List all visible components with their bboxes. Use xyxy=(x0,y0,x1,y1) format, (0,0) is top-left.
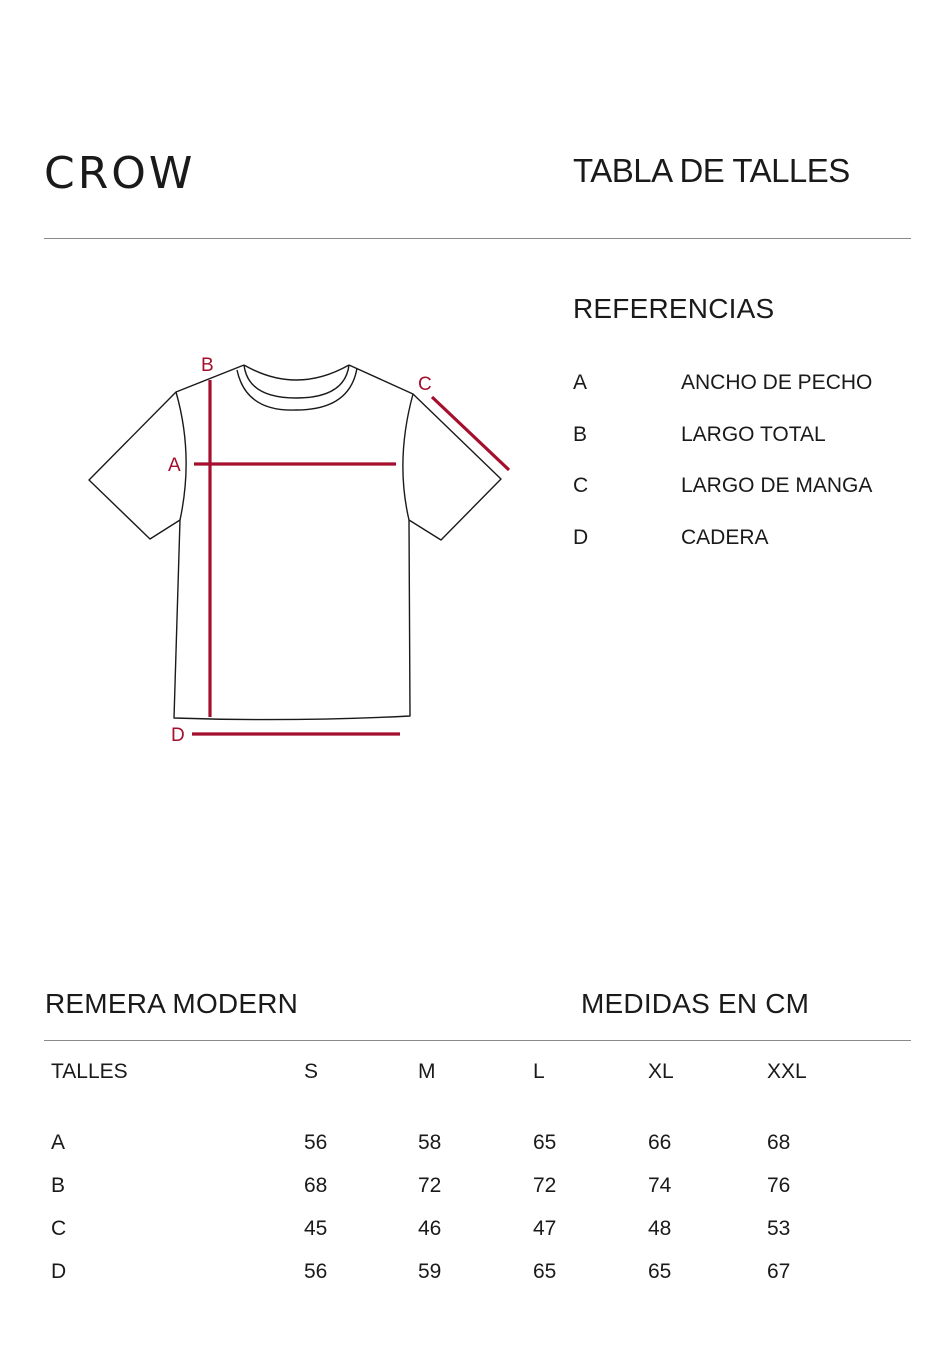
tshirt-diagram xyxy=(80,345,520,755)
table-cell: 72 xyxy=(533,1174,557,1197)
right-sleeve-seam xyxy=(403,394,413,520)
tshirt-body-outline xyxy=(89,365,501,720)
measure-label-c: C xyxy=(418,374,432,395)
measure-label-d: D xyxy=(171,725,185,746)
table-cell: 48 xyxy=(648,1217,672,1240)
table-divider xyxy=(44,1040,911,1041)
table-cell: 47 xyxy=(533,1217,557,1240)
tshirt-outline xyxy=(89,365,501,720)
table-cell: 68 xyxy=(304,1174,328,1197)
table-row xyxy=(44,1260,911,1303)
reference-label: LARGO DE MANGA xyxy=(681,474,873,497)
table-cell: 72 xyxy=(418,1174,442,1197)
brand-logo: CROW xyxy=(44,148,196,199)
row-label: B xyxy=(51,1174,66,1197)
table-cell: 65 xyxy=(533,1260,557,1283)
reference-key: B xyxy=(573,423,588,446)
row-label: D xyxy=(51,1260,67,1283)
reference-item xyxy=(573,371,903,401)
header-cell: S xyxy=(304,1060,319,1083)
measure-lines xyxy=(192,380,509,734)
reference-key: C xyxy=(573,474,589,497)
header-cell: XXL xyxy=(767,1060,807,1083)
reference-key: A xyxy=(573,371,588,394)
reference-item xyxy=(573,526,903,556)
units-note: MEDIDAS EN CM xyxy=(581,988,810,1019)
collar-outer xyxy=(244,365,349,380)
table-cell: 59 xyxy=(418,1260,442,1283)
product-name: REMERA MODERN xyxy=(45,988,299,1019)
table-cell: 46 xyxy=(418,1217,442,1240)
header-cell: M xyxy=(418,1060,436,1083)
table-row xyxy=(44,1131,911,1174)
measure-label-b: B xyxy=(201,355,214,376)
collar-mid xyxy=(237,368,357,410)
table-cell: 65 xyxy=(533,1131,557,1154)
measure-line-c xyxy=(432,397,509,470)
table-cell: 53 xyxy=(767,1217,791,1240)
table-header-row xyxy=(44,1060,911,1131)
reference-key: D xyxy=(573,526,589,549)
size-table xyxy=(44,1060,911,1303)
measure-label-a: A xyxy=(168,455,181,476)
header-cell: L xyxy=(533,1060,545,1083)
table-cell: 45 xyxy=(304,1217,328,1240)
table-cell: 65 xyxy=(648,1260,672,1283)
row-label: C xyxy=(51,1217,67,1240)
header-cell: XL xyxy=(648,1060,674,1083)
reference-label: LARGO TOTAL xyxy=(681,423,826,446)
table-row xyxy=(44,1217,911,1260)
table-cell: 68 xyxy=(767,1131,791,1154)
reference-label: ANCHO DE PECHO xyxy=(681,371,873,394)
table-cell: 74 xyxy=(648,1174,672,1197)
reference-item xyxy=(573,474,903,504)
page-title: TABLA DE TALLES xyxy=(573,152,850,189)
header-divider xyxy=(44,238,911,239)
row-label: A xyxy=(51,1131,66,1154)
table-cell: 67 xyxy=(767,1260,791,1283)
table-cell: 56 xyxy=(304,1260,328,1283)
table-cell: 56 xyxy=(304,1131,328,1154)
table-cell: 76 xyxy=(767,1174,791,1197)
header-cell: TALLES xyxy=(51,1060,128,1083)
reference-item xyxy=(573,423,903,453)
table-cell: 66 xyxy=(648,1131,672,1154)
table-cell: 58 xyxy=(418,1131,442,1154)
reference-label: CADERA xyxy=(681,526,769,549)
references-title: REFERENCIAS xyxy=(573,293,775,324)
collar-inner xyxy=(244,365,349,398)
table-row xyxy=(44,1174,911,1217)
